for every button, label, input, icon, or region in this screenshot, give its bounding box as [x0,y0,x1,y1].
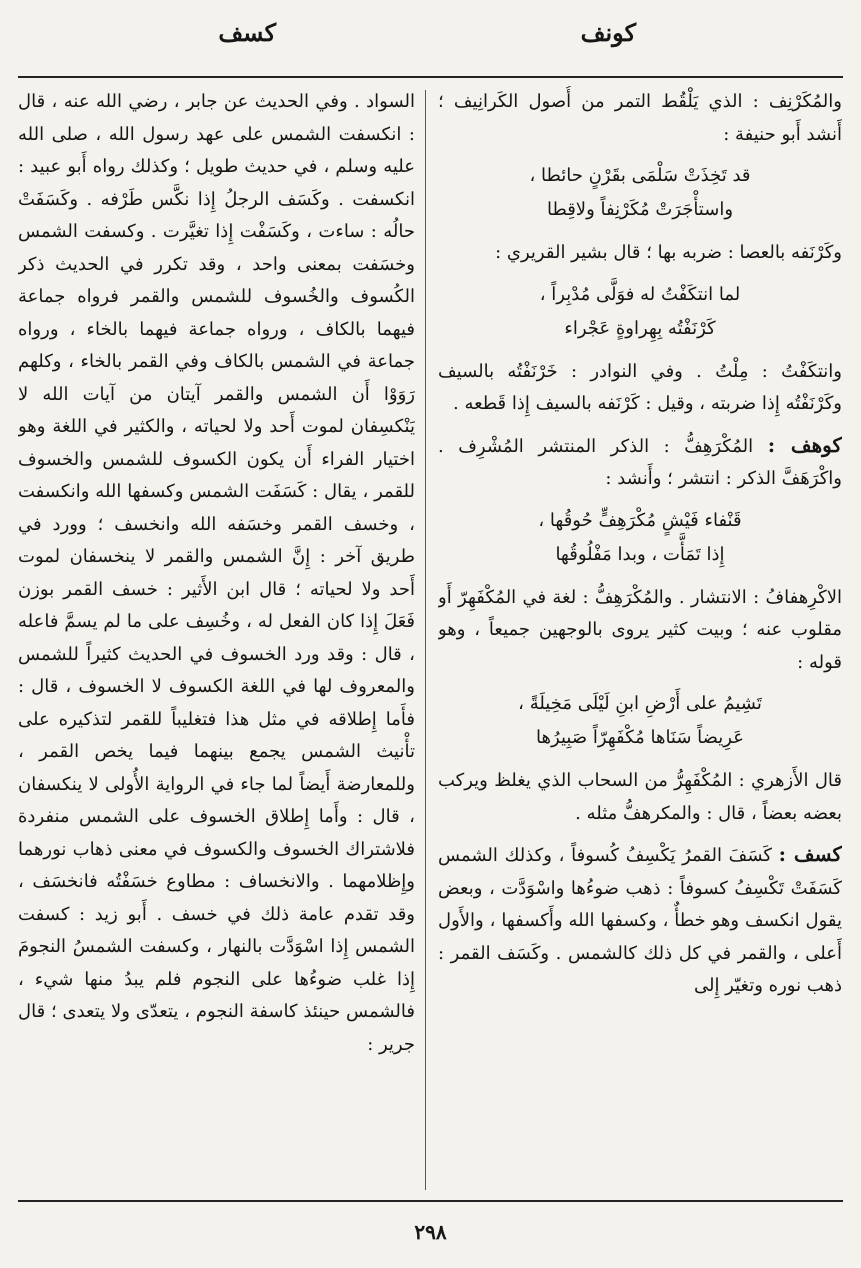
page-number: ٢٩٨ [414,1220,447,1244]
header-word-left: كسف [218,18,276,47]
verse-line: عَرِيضاً سَنَاها مُكْفَهِرّاً صَبِيرُها [536,727,744,748]
paragraph: وانتكَفْتُ : مِلْتُ . وفي النوادر : خَرْنَفْتُه بالسيف وكَرْنَفْتُه إِذا ضربته ، وقيل : كَرْنَفه بالسيف إِذا قَطعه . [438,360,842,414]
top-rule [18,76,843,78]
left-column [18,86,415,1194]
verse-block [438,159,842,227]
entry-kasaf-text: كَسَفَ القمرُ يَكْسِفُ كُسوفاً ، وكذلك الشمس كَسَفَتْ تَكْسِفُ كسوفاً : ذهب ضوءُها واسْوَدَّت ، وبعض يقول انكسف وهو خطأٌ ، وكسفها الله وأَكسفها ، والأَول أَعلى ، والقمر في كل ذلك كالشمس . وكَسَف القمر : ذهب نوره وتغيّر إِلى [438,845,842,996]
verse-line: لما انتكَفْتُ له فوَلَّى مُدْبِراً ، [539,283,741,305]
right-column [438,86,842,1194]
entry-head-kawhaf: كوهف : [767,432,842,457]
page-header [0,18,861,68]
verse-line: واستأْجَرَتْ مُكَرْنِفاً ولاقِطا [546,199,734,220]
verse-line: قَنْفاء فَيْشٍ مُكْرَهِفٍّ حُوقُها ، [538,509,742,531]
column-divider [425,90,426,1190]
bottom-rule [18,1200,843,1202]
paragraph: قال الأَزهري : المُكْفَهِرُّ من السحاب الذي يغلظ ويركب بعضه بعضاً ، قال : والمكرهفُّ مثله . [438,770,842,824]
verse-block [438,504,842,572]
entry-kawhaf [438,429,842,496]
left-column-text: السواد . وفي الحديث عن جابر ، رضي الله عنه ، قال : انكسفت الشمس على عهد رسول الله ، صلى الله عليه وسلم ، في حديث طويل ؛ وكذلك رواه أَبو عبيد : انكسفت . وكَسَف الرجلُ إِذا نكَّس طَرْفه . وكَسَفَتْ حالُه : ساءت ، وكَسَفْت إِذا تغيَّرت . وكسفت الشمس وخسَفت بمعنى واحد ، وقد تكرر في الحديث ذكر الكُسوف والخُسوف للشمس والقمر فرواه جماعة فيهما بالكاف ، ورواه جماعة فيهما بالخاء ، ورواه جماعة في الشمس بالكاف وفي القمر بالخاء ، وكلهم رَوَوْا أَن الشمس والقمر آيتان من آيات الله لا يَنْكسِفان لموت أَحد ولا لحياته ، والكثير في اللغة وهو اختيار الفراء أَن يكون الكسوف للشمس والخسوف للقمر ، يقال : كَسَفَت الشمس وكسفها الله وانكسفت ، وخسف القمر وخسَفه الله وانخسف ؛ وورد في طريق آخر : إِنَّ الشمس والقمر لا ينخسفان لموت أَحد ولا لحياته ؛ قال ابن الأَثير : خسف القمر بوزن فَعَلَ إِذا كان الفعل له ، وخُسِف على ما لم يسمَّ فاعله ، قال : وقد ورد الخسوف في الحديث كثيراً للشمس والمعروف لها في اللغة الكسوف لا الخسوف ، قال : فأَما إِطلاقه في مثل هذا فتغليباً للقمر لتذكيره على تأْنيث الشمس يجمع بينهما فيما يخص القمر ، وللمعارضة أَيضاً لما جاء في الرواية الأُولى لا ينكسفان ، قال : وأَما إِطلاق الخسوف على الشمس منفردة فلاشتراك الخسوف والكسوف في معنى ذهاب نورهما وإِظلامهما . والانخساف : مطاوع خسَفْتُه فانخسَف ، وقد تقدم عامة ذلك في خسف . أَبو زيد : كسفت الشمس إِذا اسْوَدَّت بالنهار ، وكسفت الشمسُ النجومَ إِذا غلب ضوءُها على النجوم فلم يبدُ منها شيء ، فالشمس حينئذ كاسفة النجوم ، يتعدّى ولا يتعدى ؛ قال جرير : [18,91,415,1055]
entry-head-kasaf: كسف : [778,842,842,866]
header-word-right: كونف [580,18,636,47]
verse-line: كَرْنَفْتُه بِهِراوةٍ عَجْراء [564,317,716,339]
entry-karnafa-text: والمُكَرْنِف : الذي يَلْقُط التمر من أُصول الكَرانِيف ؛ أَنشد أَبو حنيفة : [438,91,842,145]
verse-line: إِذا تَمَأَّت ، وبدا مَفْلُوقُها [555,543,725,565]
paragraph: وكَرْنَفه بالعصا : ضربه بها ؛ قال بشير القريري : [495,242,842,263]
paragraph: الاكْرِهفافُ : الانتشار . والمُكْرَهِفُّ : لغة في المُكْفَهِرّ أَو مقلوب عنه ؛ وبيت كثير يروى بالوجهين جميعاً ، وهو قوله : [438,586,842,673]
entry-kasaf [438,838,842,1003]
verse-block [438,278,842,346]
entry-kawhaf-text: المُكْرَهِفُّ : الذكر المنتشر المُشْرِف . واكْرَهَفَّ الذكر : انتشر ؛ وأَنشد : [438,435,842,489]
verse-line: قد تَخِذَتْ سَلْمَى بقَرْنٍ حائطا ، [529,165,751,186]
verse-block [438,687,842,755]
verse-line: تَشِيمُ على أَرْضِ ابنِ لَيْلَى مَخِيلَةً ، [518,693,762,714]
